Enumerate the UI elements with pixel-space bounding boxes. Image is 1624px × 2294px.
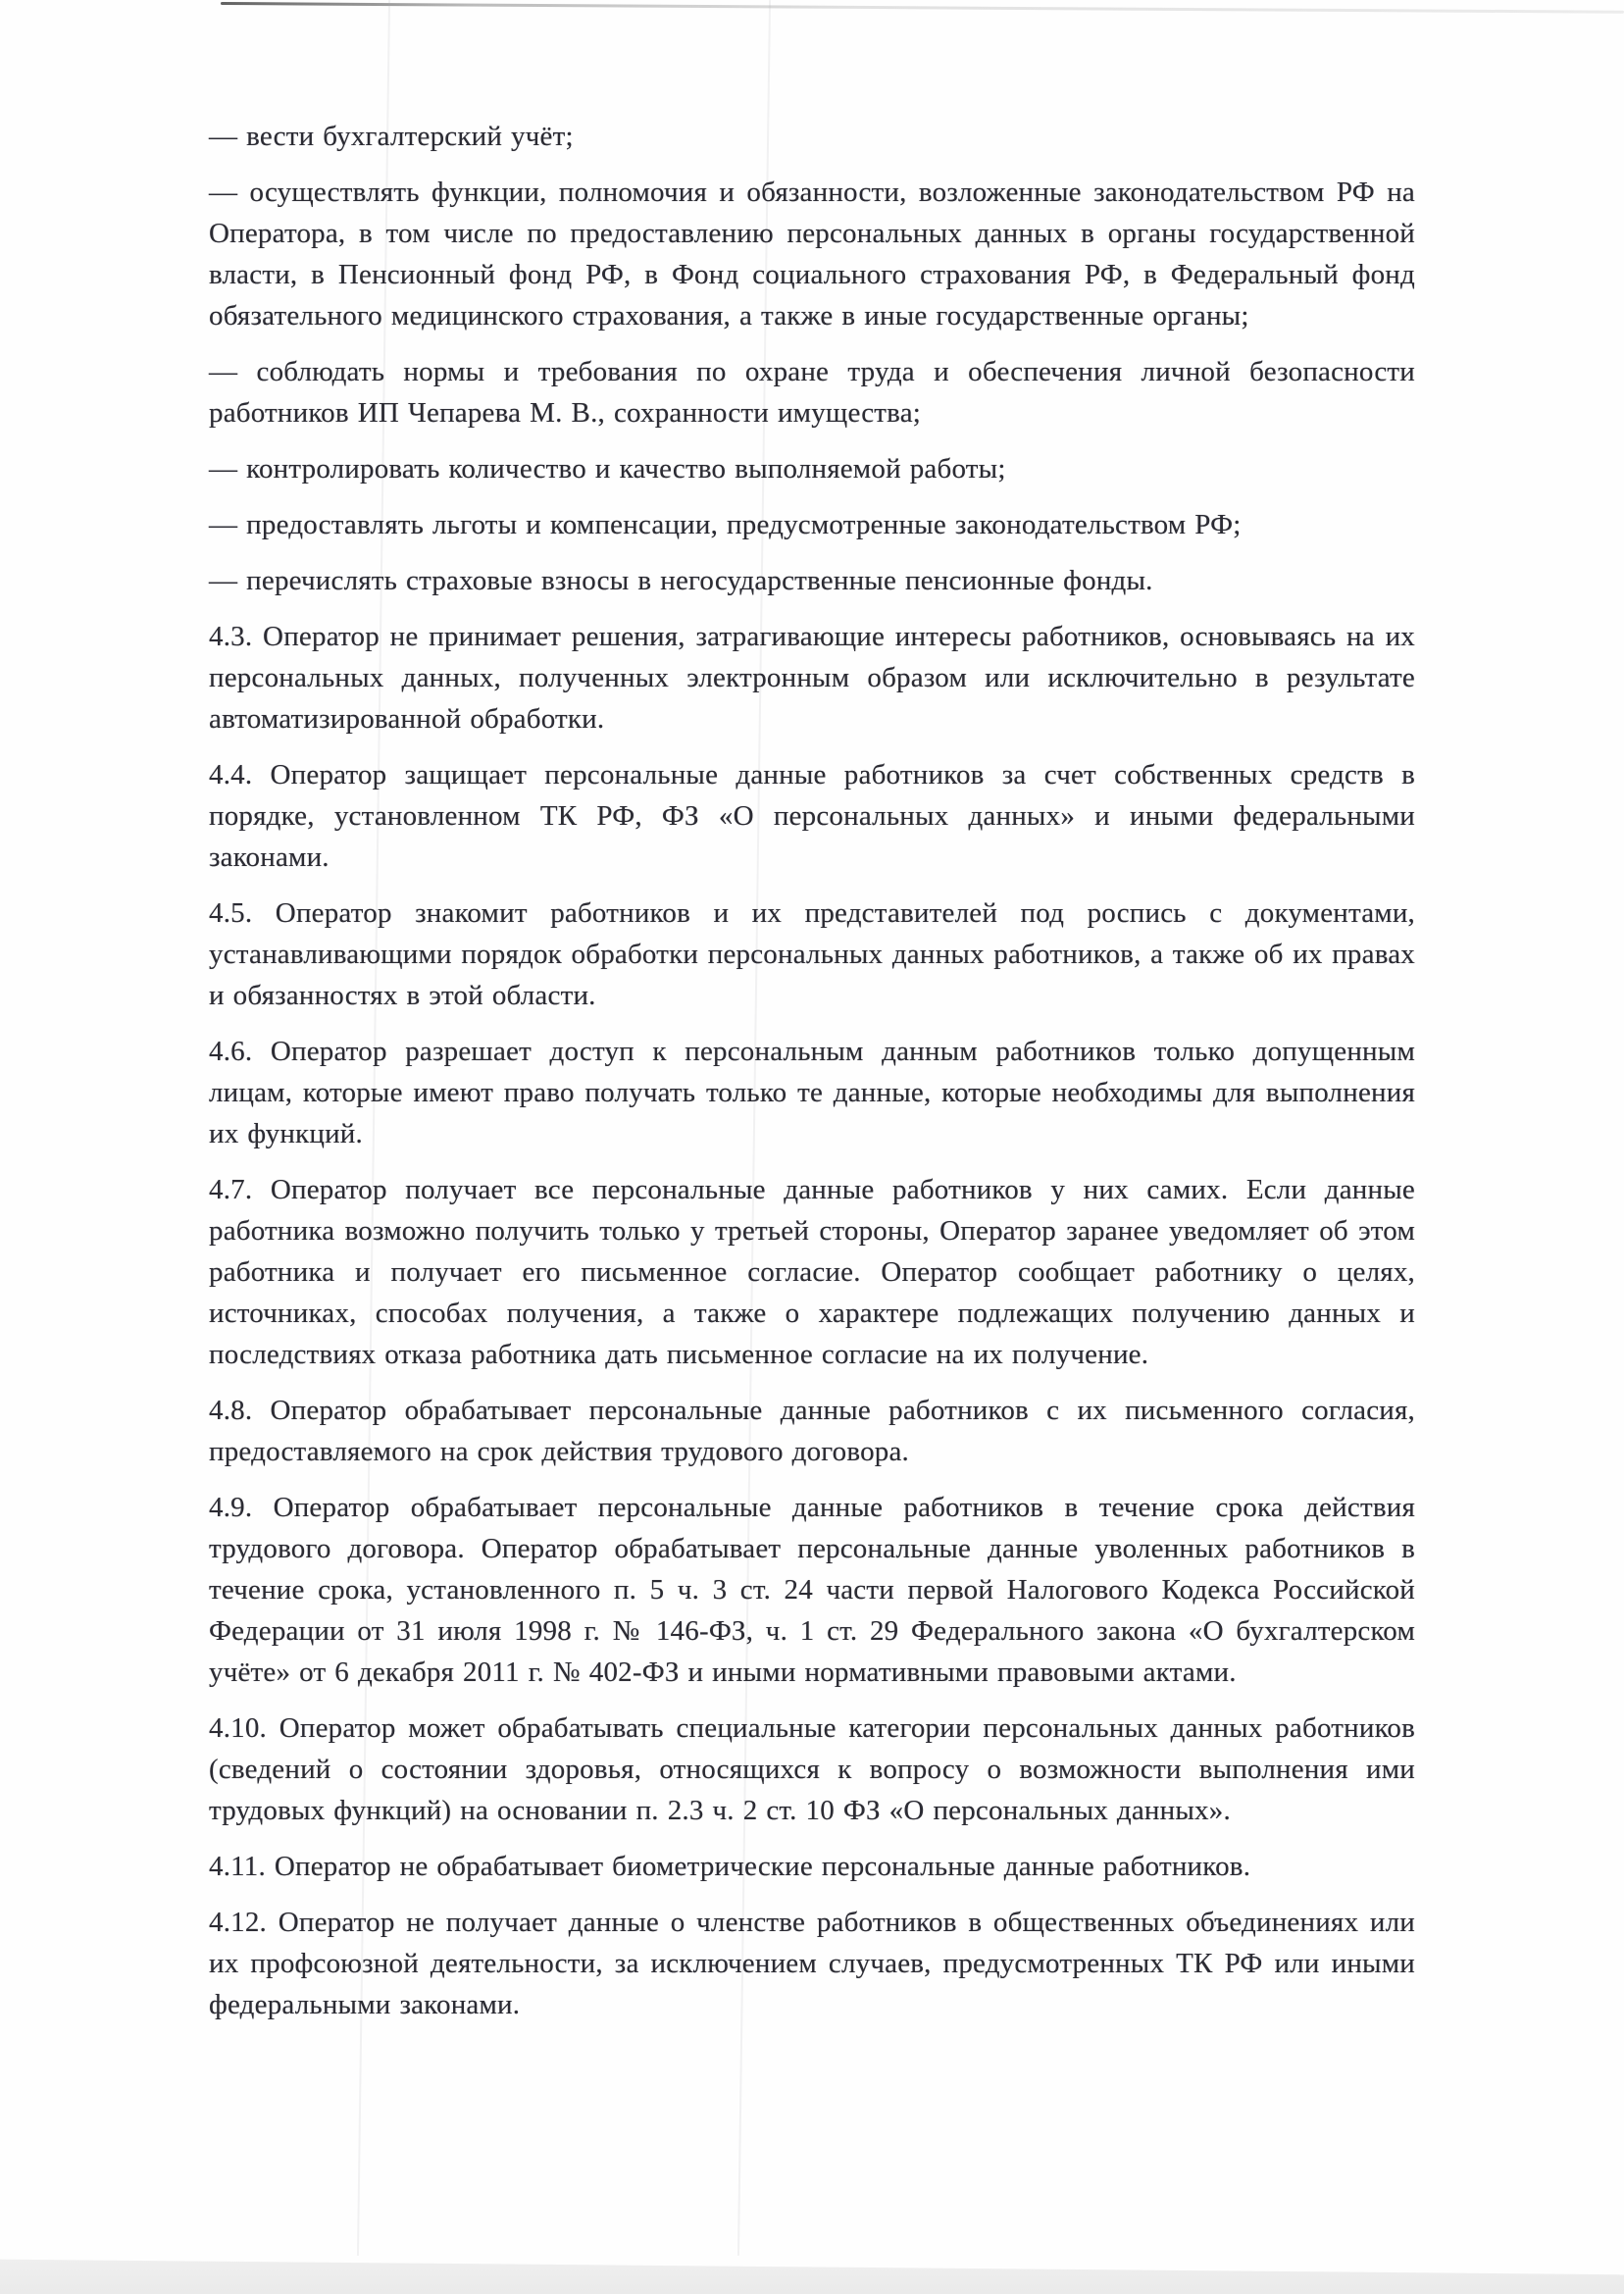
paragraph-bullet-accounting: — вести бухгалтерский учёт; xyxy=(209,121,574,152)
scan-artifact-top-edge xyxy=(221,2,1624,14)
document-text-block xyxy=(209,116,1415,2040)
paragraph-bullet-labor-safety: — соблюдать нормы и требования по охране труда и обеспечения личной безопасности работников ИП Чепарева М. В., сохранности имущества; xyxy=(209,356,1415,429)
paragraph-clause-4-12: 4.12. Оператор не получает данные о членстве работников в общественных объединениях или их профсоюзной деятельности, за исключением случаев, предусмотренных ТК РФ или иными федеральными законами. xyxy=(209,1907,1415,2020)
paragraph-bullet-benefits: — предоставлять льготы и компенсации, предусмотренные законодательством РФ; xyxy=(209,509,1242,540)
paragraph-clause-4-10: 4.10. Оператор может обрабатывать специальные категории персональных данных работников (сведений о состоянии здоровья, относящихся к вопросу о возможности выполнения ими трудовых функций) на основании п. 2.3 ч. 2 ст. 10 ФЗ «О персональных данных». xyxy=(209,1712,1415,1826)
paragraph-clause-4-5: 4.5. Оператор знакомит работников и их представителей под роспись с документами, устанавливающими порядок обработки персональных данных работников, а также об их правах и обязанностях в этой области. xyxy=(209,897,1415,1011)
paragraph-clause-4-4: 4.4. Оператор защищает персональные данные работников за счет собственных средств в порядке, установленном ТК РФ, ФЗ «О персональных данных» и иными федеральными законами. xyxy=(209,759,1415,873)
scan-artifact-bottom-shadow xyxy=(0,2243,1624,2294)
paragraph-bullet-pension: — перечислять страховые взносы в негосударственные пенсионные фонды. xyxy=(209,565,1153,596)
paragraph-clause-4-9: 4.9. Оператор обрабатывает персональные данные работников в течение срока действия трудового договора. Оператор обрабатывает персональные данные уволенных работников в течение срока, установленного п. 5 ч. 3 ст. 24 части первой Налогового Кодекса Российской Федерации от 31 июля 1998 г. № 146-ФЗ, ч. 1 ст. 29 Федерального закона «О бухгалтерском учёте» от 6 декабря 2011 г. № 402-ФЗ и иными нормативными правовыми актами. xyxy=(209,1492,1415,1688)
paragraph-clause-4-11: 4.11. Оператор не обрабатывает биометрические персональные данные работников. xyxy=(209,1851,1251,1882)
paragraph-clause-4-3: 4.3. Оператор не принимает решения, затрагивающие интересы работников, основываясь на их персональных данных, полученных электронным образом или исключительно в результате автоматизированной обработки. xyxy=(209,621,1415,735)
paragraph-clause-4-6: 4.6. Оператор разрешает доступ к персональным данным работников только допущенным лицам, которые имеют право получать только те данные, которые необходимы для выполнения их функций. xyxy=(209,1036,1415,1149)
paragraph-clause-4-8: 4.8. Оператор обрабатывает персональные данные работников с их письменного согласия, предоставляемого на срок действия трудового договора. xyxy=(209,1395,1415,1467)
paragraph-clause-4-7: 4.7. Оператор получает все персональные данные работников у них самих. Если данные работника возможно получить только у третьей стороны, Оператор заранее уведомляет об этом работника и получает его письменное согласие. Оператор сообщает работнику о целях, источниках, способах получения, а также о характере подлежащих получению данных и последствиях отказа работника дать письменное согласие на их получение. xyxy=(209,1174,1415,1370)
paragraph-bullet-functions: — осуществлять функции, полномочия и обязанности, возложенные законодательством РФ на Оператора, в том числе по предоставлению персональных данных в органы государственной власти, в Пенсионный фонд РФ, в Фонд социального страхования РФ, в Федеральный фонд обязательного медицинского страхования, а также в иные государственные органы; xyxy=(209,177,1415,331)
paragraph-bullet-control: — контролировать количество и качество выполняемой работы; xyxy=(209,453,1006,484)
